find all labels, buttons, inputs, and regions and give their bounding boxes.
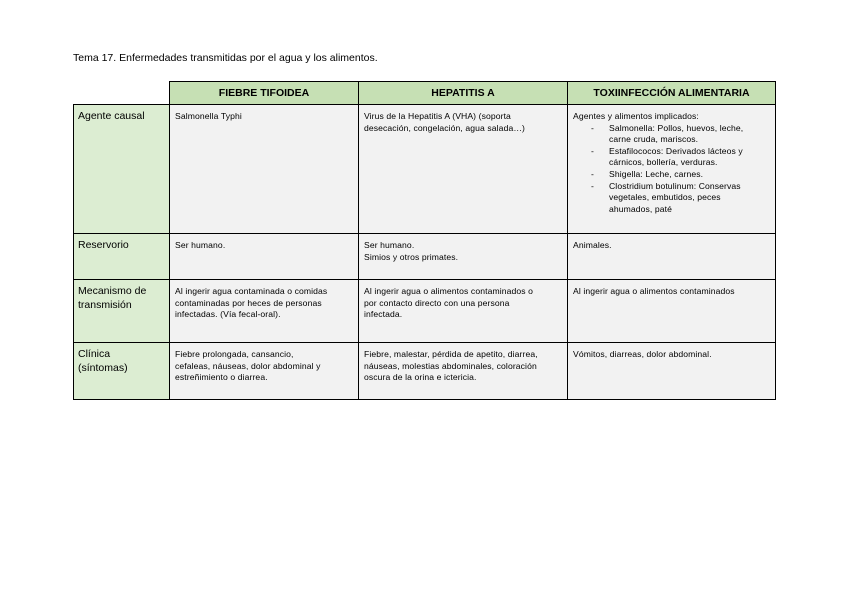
cell-hepatitis-reservorio — [359, 234, 568, 280]
table-row-mecanismo — [74, 280, 776, 343]
cell-line: desecación, congelación, agua salada…) — [364, 122, 525, 133]
cell-toxi-agente — [568, 105, 776, 234]
header-blank-cell — [74, 82, 170, 105]
header-fiebre-tifoidea: FIEBRE TIFOIDEA — [170, 82, 359, 105]
cell-line: Animales. — [573, 240, 612, 250]
cell-line: contaminadas por heces de personas — [175, 297, 322, 308]
cell-line: Al ingerir agua o alimentos contaminados o — [364, 286, 534, 296]
cell-line: infectadas. (Vía fecal-oral). — [175, 309, 281, 320]
row-label-reservorio: Reservorio — [74, 234, 170, 280]
row-label-clinica — [74, 343, 170, 400]
row-label-line: transmisión — [78, 298, 132, 311]
list-item — [573, 146, 770, 169]
cell-toxi-mecanismo — [568, 280, 776, 343]
list-item-line: ahumados, paté — [609, 203, 673, 214]
cell-line: Virus de la Hepatitis A (VHA) (soporta — [364, 111, 511, 121]
table-row-clinica — [74, 343, 776, 400]
row-label-agente-causal: Agente causal — [74, 105, 170, 234]
cell-line: Ser humano. — [364, 240, 415, 250]
header-row — [74, 82, 776, 105]
list-item-line: - Clostridium botulinum: Conservas — [609, 180, 741, 191]
cell-fiebre-agente — [170, 105, 359, 234]
diseases-table — [73, 81, 776, 400]
agents-list — [573, 123, 770, 216]
cell-line: estreñimiento o diarrea. — [175, 372, 268, 383]
list-item-line: carne cruda, mariscos. — [609, 134, 699, 145]
cell-fiebre-mecanismo — [170, 280, 359, 343]
cell-line: infectada. — [364, 309, 403, 320]
cell-toxi-reservorio — [568, 234, 776, 280]
cell-line: Simios y otros primates. — [364, 251, 459, 262]
cell-line: Fiebre, malestar, pérdida de apetito, diarrea, — [364, 349, 538, 359]
cell-fiebre-reservorio — [170, 234, 359, 280]
cell-toxi-clinica — [568, 343, 776, 400]
list-item-line: - Salmonella: Pollos, huevos, leche, — [609, 122, 744, 133]
row-label-line: Mecanismo de — [78, 285, 147, 297]
cell-hepatitis-mecanismo — [359, 280, 568, 343]
list-item-line: - Estafilococos: Derivados lácteos y — [609, 145, 743, 156]
table-row-agente-causal — [74, 105, 776, 234]
table-row-reservorio — [74, 234, 776, 280]
cell-hepatitis-agente — [359, 105, 568, 234]
cell-line: oscura de la orina e ictericia. — [364, 372, 477, 383]
cell-line: Agentes y alimentos implicados: — [573, 111, 699, 121]
cell-line: Fiebre prolongada, cansancio, — [175, 349, 294, 359]
cell-line: cefaleas, náuseas, dolor abdominal y — [175, 360, 321, 371]
list-item-line: cárnicos, bollería, verduras. — [609, 157, 718, 168]
list-item-line: - Shigella: Leche, carnes. — [609, 168, 704, 179]
cell-fiebre-clinica — [170, 343, 359, 400]
list-item — [573, 181, 770, 216]
cell-line: Salmonella Typhi — [175, 111, 242, 121]
header-toxiinfeccion: TOXIINFECCIÓN ALIMENTARIA — [568, 82, 776, 105]
cell-line: Vómitos, diarreas, dolor abdominal. — [573, 349, 712, 359]
cell-line: Al ingerir agua o alimentos contaminados — [573, 286, 735, 296]
header-hepatitis-a: HEPATITIS A — [359, 82, 568, 105]
cell-line: Ser humano. — [175, 240, 226, 250]
list-item-line: vegetales, embutidos, peces — [609, 192, 721, 203]
document-title: Tema 17. Enfermedades transmitidas por el agua y los alimentos. — [73, 52, 378, 64]
cell-line: por contacto directo con una persona — [364, 297, 510, 308]
list-item — [573, 169, 770, 181]
list-item — [573, 123, 770, 146]
cell-hepatitis-clinica — [359, 343, 568, 400]
cell-line: Al ingerir agua contaminada o comidas — [175, 286, 328, 296]
row-label-line: Clínica — [78, 348, 111, 360]
row-label-line: (síntomas) — [78, 361, 128, 374]
row-label-mecanismo — [74, 280, 170, 343]
cell-line: náuseas, molestias abdominales, coloración — [364, 360, 537, 371]
